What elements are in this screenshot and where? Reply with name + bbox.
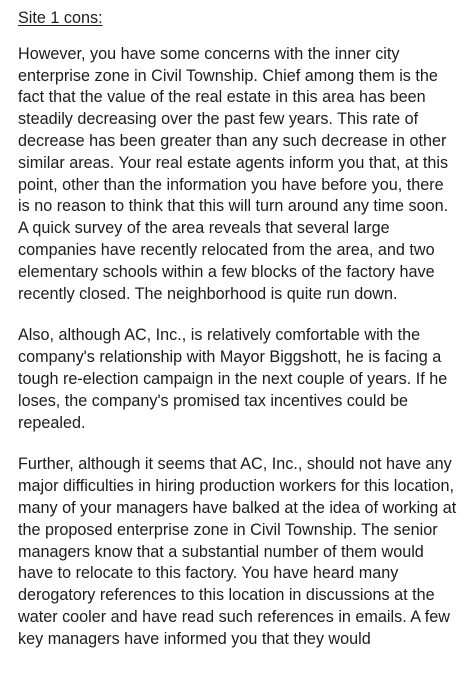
paragraph-property-concerns: However, you have some concerns with the inner city enterprise zone in Civil Township. Chief among them is the fact that the value of the real estate in this area has been steadily decreasing over the past few years. This rate of decrease has been greater than any such decrease in other similar areas. Your real estate agents inform you that, at this point, other than the information you have before you, there is no reason to think that this will turn around any time soon. A quick survey of the area reveals that several large companies have recently relocated from the area, and two elementary schools within a few blocks of the factory have recently closed. The neighborhood is quite run down. <box>18 44 449 303</box>
section-heading: Site 1 cons: <box>18 9 103 27</box>
document-body <box>18 8 458 651</box>
paragraph-mayor-election: Also, although AC, Inc., is relatively comfortable with the company's relationship with Mayor Biggshott, he is facing a tough re-election campaign in the next couple of years. If he loses, the company's promised tax incentives could be repealed. <box>18 326 448 432</box>
paragraph-manager-relocation: Further, although it seems that AC, Inc., should not have any major difficulties in hiring production workers for this location, many of your managers have balked at the idea of working at the proposed enterprise zone in Civil Township. The senior managers know that a substantial number of them would have to relocate to this factory. You have heard many derogatory references to this location in discussions at the water cooler and have read such references in emails. A few key managers have informed you that they would <box>18 455 457 648</box>
